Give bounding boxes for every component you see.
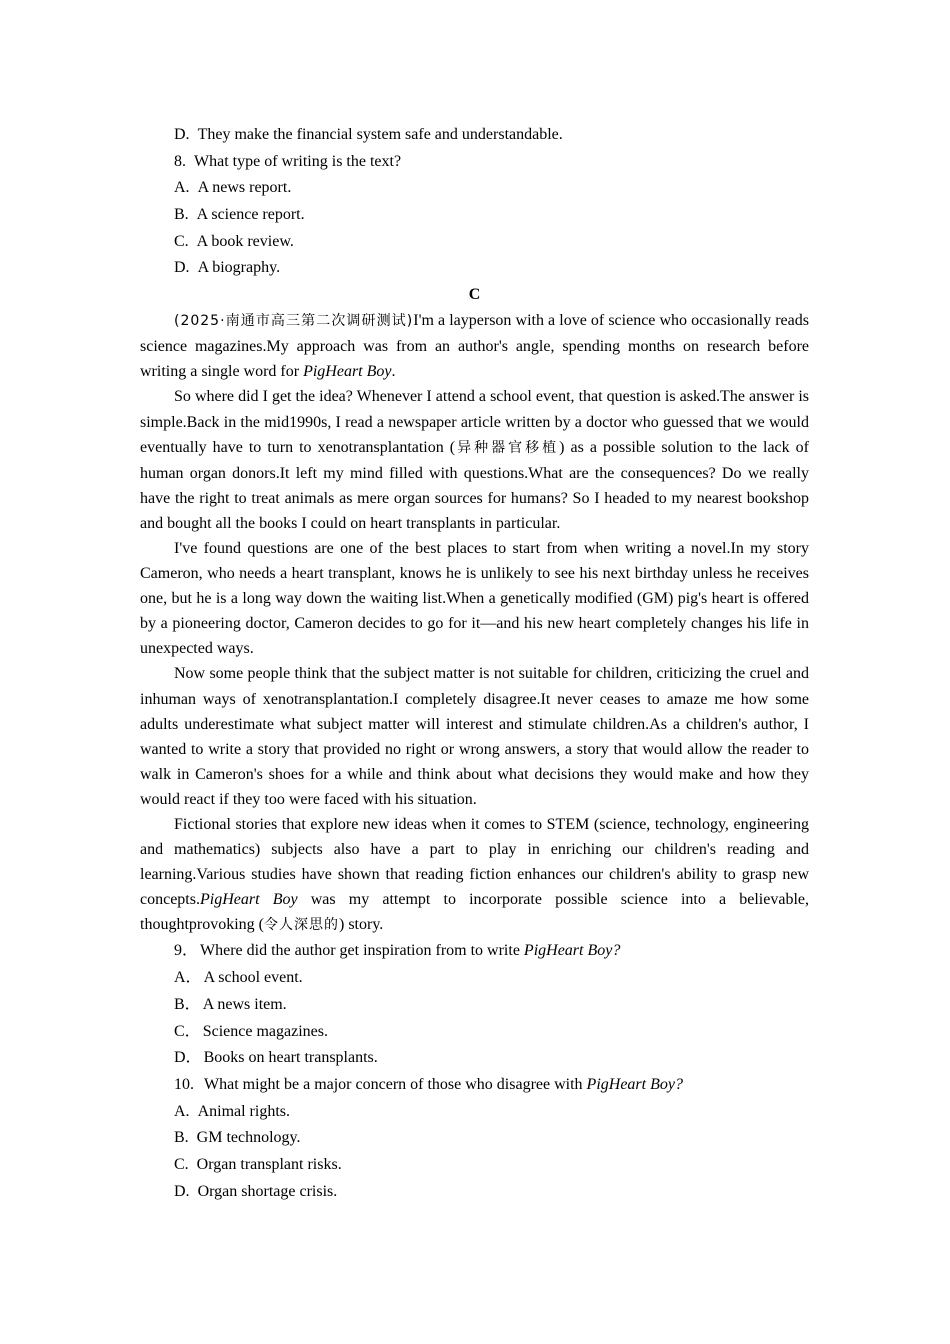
- q8-option-c: [140, 229, 809, 256]
- q9-stem: [140, 938, 809, 965]
- option-label: C.: [174, 232, 189, 250]
- question-text: What type of writing is the text?: [194, 152, 402, 170]
- q8-option-a: [140, 175, 809, 202]
- book-title: PigHeart Boy: [303, 363, 392, 381]
- q8-stem: [140, 149, 809, 176]
- option-label: C．: [174, 1022, 201, 1040]
- q10-option-a: [140, 1099, 809, 1126]
- question-text: What might be a major concern of those who disagree with: [204, 1075, 587, 1093]
- chinese-gloss: 异种器官移植: [455, 439, 560, 456]
- passage-paragraph-3: I've found questions are one of the best places to start from when writing a novel.In my story Cameron, who needs a heart transplant, knows he is unlikely to see his next birthday unless he receives one, but he is a long way down the waiting list.When a genetically modified (GM) pig's heart is offered by a pioneering doctor, Cameron decides to go for it—and his new heart completely changes his life in unexpected ways.: [140, 539, 809, 658]
- book-title: PigHeart Boy: [199, 891, 298, 909]
- option-label: A.: [174, 1102, 190, 1120]
- paragraph-text-end: ) as a possible solution to the lack of human organ donors.It left my mind filled with questions.What are the consequences? Do we really have the right to treat animals as mere organ sources for humans? So I headed to my nearest bookshop and bought all the books I could on heart transplants in particular.: [140, 438, 809, 532]
- paragraph-text: Fictional stories that explore new ideas when it comes to STEM (science, technology, engineering and mathematics) subjects also have a part to play in enriching our children's reading and learning.Various studies have shown that reading fiction enhances our children's ability to grasp new concepts.: [140, 816, 809, 909]
- option-text: Organ shortage crisis.: [197, 1182, 338, 1200]
- question-number: 8.: [174, 152, 186, 170]
- q8-option-d: [140, 255, 809, 282]
- q9-option-a: [140, 965, 809, 992]
- q9-option-d: [140, 1045, 809, 1072]
- chinese-gloss: 令人深思的: [264, 917, 339, 934]
- option-text: Organ transplant risks.: [196, 1155, 342, 1173]
- option-text: A school event.: [203, 969, 303, 987]
- option-label: B.: [174, 206, 189, 224]
- passage-paragraph-4: Now some people think that the subject matter is not suitable for children, criticizing the cruel and inhuman ways of xenotransplantation.I completely disagree.It never ceases to amaze me how some adults underestimate what subject matter will interest and stimulate children.As a children's author, I wanted to write a story that provided no right or wrong answers, a story that would allow the reader to walk in Cameron's shoes for a while and think about what decisions they would make and how they would react if they too were faced with his situation.: [140, 665, 809, 808]
- option-label: D.: [174, 259, 190, 277]
- paragraph-text: So where did I get the idea? Whenever I attend a school event, that question is asked.The answer is simple.Back in the mid1990s, I read a newspaper article written by a doctor who guessed that we would eventually have to turn to xenotransplantation (: [140, 388, 809, 456]
- passage-paragraph-1: [140, 308, 809, 384]
- option-text: A news report.: [197, 179, 292, 197]
- q10-option-b: [140, 1125, 809, 1152]
- q9-option-b: [140, 992, 809, 1019]
- q8-option-b: [140, 202, 809, 229]
- option-label: C.: [174, 1155, 189, 1173]
- option-text: A biography.: [197, 259, 281, 277]
- document-page: [140, 122, 809, 1205]
- option-label: D.: [174, 1182, 190, 1200]
- option-text: GM technology.: [196, 1129, 301, 1147]
- book-title: PigHeart Boy?: [586, 1075, 683, 1093]
- section-title: C: [468, 286, 481, 304]
- option-label: D．: [174, 1049, 202, 1067]
- q10-stem: [140, 1072, 809, 1099]
- paragraph-text-end: .: [391, 363, 396, 381]
- option-label: A．: [174, 969, 202, 987]
- option-text: A book review.: [196, 232, 294, 250]
- q10-option-c: [140, 1152, 809, 1179]
- question-text: Where did the author get inspiration from to write: [200, 942, 524, 960]
- option-label: B．: [174, 995, 201, 1013]
- q7-option-d: [140, 122, 809, 149]
- q10-option-d: [140, 1179, 809, 1206]
- passage-paragraph-2: [140, 384, 809, 536]
- question-number: 10.: [174, 1075, 194, 1093]
- passage-paragraph-5: [140, 812, 809, 938]
- option-label: B.: [174, 1129, 189, 1147]
- paragraph-text: I'm a layperson with a love of science who occasionally reads science magazines.My approach was from an author's angle, spending months on research before writing a single word for: [140, 312, 809, 381]
- option-text: Animal rights.: [197, 1102, 290, 1120]
- option-text: A news item.: [202, 995, 287, 1013]
- option-label: D.: [174, 126, 190, 143]
- paragraph-text-middle: was my attempt to incorporate possible science into a believable, thoughtprovoking (: [140, 891, 809, 934]
- option-text: Books on heart transplants.: [203, 1049, 378, 1067]
- option-text: Science magazines.: [202, 1022, 328, 1040]
- book-title: PigHeart Boy?: [523, 942, 621, 960]
- passage-source: (2025·南通市高三第二次调研测试): [174, 313, 414, 330]
- paragraph-text-end: ) story.: [339, 916, 384, 934]
- option-text: They make the financial system safe and understandable.: [197, 126, 563, 143]
- option-label: A.: [174, 179, 190, 197]
- q9-option-c: [140, 1019, 809, 1046]
- question-number: 9．: [174, 942, 199, 960]
- option-text: A science report.: [196, 206, 305, 224]
